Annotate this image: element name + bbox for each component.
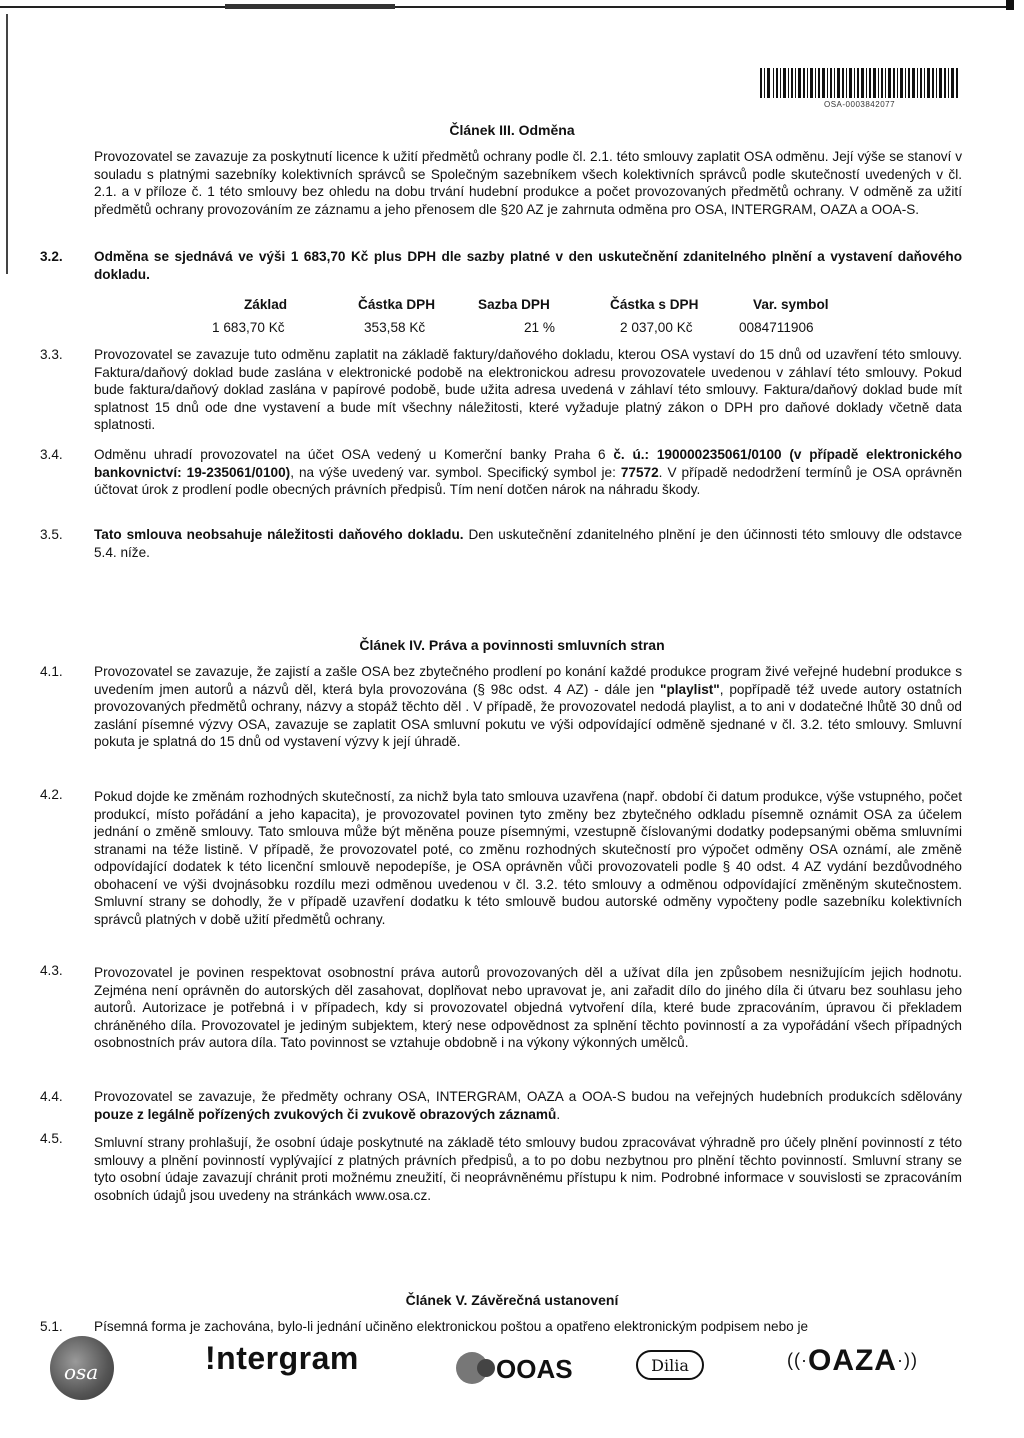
osa-logo-text: osa <box>64 1360 99 1384</box>
vat-header-base: Základ <box>244 297 288 312</box>
paragraph-5-1: Písemná forma je zachována, bylo-li jednání učiněno elektronickou poštou a opatřeno elektronickým podpisem nebo je <box>94 1319 809 1334</box>
paragraph-number-3-5: 3.5. <box>40 527 63 542</box>
paragraph-number-4-5: 4.5. <box>40 1131 63 1146</box>
barcode-number: OSA-0003842077 <box>824 100 896 109</box>
vat-value-var-symbol: 0084711906 <box>739 320 814 335</box>
p34-specific-symbol: 77572 <box>620 464 659 480</box>
paragraph-4-4 <box>94 1088 962 1123</box>
intergram-logo: !ntergram <box>205 1340 359 1376</box>
vat-header-total: Částka s DPH <box>610 297 699 312</box>
vat-header-var-symbol: Var. symbol <box>753 297 829 312</box>
paragraph-number-3-3: 3.3. <box>40 347 63 362</box>
oaza-left-waves: ((· <box>787 1350 808 1370</box>
paragraph-4-1 <box>94 663 962 751</box>
paragraph-number-3-4: 3.4. <box>40 447 63 462</box>
p35-bold-statement: Tato smlouva neobsahuje náležitosti daňového dokladu. <box>94 527 464 542</box>
paragraph-number-4-4: 4.4. <box>40 1089 63 1104</box>
p44-text-c: . <box>556 1106 561 1122</box>
ooas-logo <box>452 1338 573 1398</box>
oaza-right-waves: ·)) <box>896 1350 918 1370</box>
dilia-logo <box>636 1350 704 1380</box>
paragraph-number-4-1: 4.1. <box>40 664 63 679</box>
paragraph-3-2: Odměna se sjednává ve výši 1 683,70 Kč plus DPH dle sazby platné v den uskutečnění zdanitelného plnění a vystavení daňového dokladu. <box>94 249 962 282</box>
p34-text-c: , na výše uvedený var. symbol. Specifický symbol je: <box>290 464 621 480</box>
paragraph-3-1: Provozovatel se zavazuje za poskytnutí licence k užití předmětů ochrany podle čl. 2.1. této smlouvy zaplatit OSA odměnu. Její výše se stanoví v souladu s platnými sazebníky kolektivních správců se Společným sazebníkem všech kolektivních správců podle skutečností uvedených v čl. 2.1. a v příloze č. 1 této smlouvy bez ohledu na dobu trvání hudební produkce a počet provozovaných předmětů ochrany. V odměně za užití předmětů ochrany provozováním ze záznamu a jeho přenosem dle §20 AZ je zahrnuta odměna pro OSA, INTERGRAM, OAZA a OOA-S. <box>94 149 962 217</box>
p35-text: Den uskutečnění zdanitelného plnění je den účinnosti této smlouvy dle odstavce 5.4. níže. <box>94 527 962 560</box>
vat-value-vat-rate: 21 % <box>524 320 555 335</box>
p34-text-e: . V případě nedodržení termínů je OSA oprávněn účtovat úrok z prodlení podle obecných právních předpisů. Tím není dotčen nárok na náhradu škody. <box>94 464 963 497</box>
article-4-heading: Článek IV. Práva a povinnosti smluvních stran <box>359 637 665 653</box>
ooas-logo-text: OOAS <box>496 1354 573 1384</box>
vat-header-vat-amount: Částka DPH <box>358 297 436 312</box>
paragraph-number-4-3: 4.3. <box>40 963 63 978</box>
dilia-logo-text: Dilia <box>651 1356 689 1375</box>
oaza-logo <box>787 1344 918 1378</box>
p41-text-c: , popřípadě též uvede autory ostatních provozovaných předmětů ochrany, názvy a stopáž těchto děl . V případě, že provozovatel nedodá playlist, a to ani v dodatečné lhůtě 30 dnů od zaslání písemné výzvy OSA, zavazuje se zaplatit OSA smluvní pokutu ve výši odpovídající odměně sjednané v čl. 3.2. této smlouvy. Smluvní pokuta je splatná do 15 dnů od vystavení výzvy k její úhradě. <box>94 681 962 749</box>
osa-logo <box>50 1336 114 1400</box>
paragraph-4-2: Pokud dojde ke změnám rozhodných skutečností, za nichž byla tato smlouva uzavřena (např. období či datum produkce, výše vstupného, počet produkcí, místo pořádání a jeho kapacita), je provozovatel povinen tyto změny bez zbytečného odkladu písemně oznámit OSA za účelem jednání o změně smlouvy. Tato smlouva může být měněna pouze písemnými, vzestupně číslovanými dodatky podepsanými oběma smluvními stranami na téže listině. V případě, že provozovatel poté, co změnu rozhodných skutečností pro výpočet odměny OSA oznámí, ale změně odpovídající dodatek k této licenční smlouvě nepodepíše, je OSA oprávněn vůči provozovateli podle § 40 odst. 4 AZ vydání bezdůvodného obohacení ve výši dvojnásobku rozdílu mezi odměnou uvedenou v čl. 3.2. této smlouvy a odměnou odpovídající změněným skutečnostem. Smluvní strany se dohodly, že v případě uzavření dodatku k této smlouvě budou autorské odměny vypočteny podle sazebníku kolektivních správců platných v době užití předmětů ochrany. <box>94 789 962 927</box>
p34-text-a: Odměnu uhradí provozovatel na účet OSA vedený u Komerční banky Praha 6 <box>94 447 614 462</box>
paragraph-number-4-2: 4.2. <box>40 787 63 802</box>
paragraph-3-3: Provozovatel se zavazuje tuto odměnu zaplatit na základě faktury/daňového dokladu, kterou OSA vystaví do 15 dnů od uzavření této smlouvy. Faktura/daňový doklad bude zaslána v elektronické podobě na elektronickou adresu provozovatele uvedenou v záhlaví této smlouvy. Pokud bude faktura/daňový doklad zaslána v papírové podobě, bude užita adresa uvedená v záhlaví této smlouvy. Faktura/daňový doklad bude mít splatnost 15 dnů ode dne vystavení a bude mít všechny náležitosti, které vyžaduje platný zákon o DPH pro daňové doklady včetně data splatnosti. <box>94 347 962 432</box>
paragraph-4-3: Provozovatel je povinen respektovat osobnostní práva autorů provozovaných děl a užívat díla jen způsobem nesnižujícím jejich hodnotu. Zejména není oprávněn do autorských děl zasahovat, doplňovat nebo upravovat je, ani zařadit dílo do jiného díla či útvaru bez souhlasu jeho autorů. Autorizace je potřebná i v případech, kdy si provozovatel objedná vytvoření díla, které bude zpracováním, úpravou či překladem chráněného díla. Provozovatel je jediným subjektem, který nese odpovědnost za splnění těchto povinností a za vypořádání všech případných osobnostních práv autora díla. Tato povinnost se vztahuje obdobně i na výkony výkonných umělců. <box>94 965 962 1050</box>
p41-text-a: Provozovatel se zavazuje, že zajistí a zašle OSA bez zbytečného prodlení po konání každé produkce program živé veřejné hudební produkce s uvedením jmen autorů a názvů děl, která byla provozována (§ 98c odst. 4 AZ) - dále jen <box>94 664 962 697</box>
paragraph-3-5 <box>94 526 962 561</box>
p44-bold-phrase: pouze z legálně pořízených zvukových či zvukově obrazových záznamů <box>94 1106 557 1122</box>
vat-value-base: 1 683,70 Kč <box>212 320 285 335</box>
vat-header-vat-rate: Sazba DPH <box>478 297 550 312</box>
oaza-logo-text: OAZA <box>807 1344 897 1377</box>
paragraph-number-5-1: 5.1. <box>40 1319 63 1334</box>
vat-value-total: 2 037,00 Kč <box>620 320 693 335</box>
p41-playlist: "playlist" <box>660 681 720 697</box>
p44-text-a: Provozovatel se zavazuje, že předměty ochrany OSA, INTERGRAM, OAZA a OOA-S budou na veřejných hudebních produkcích sdělovány <box>94 1089 962 1104</box>
footer-logos <box>0 1336 1024 1420</box>
article-3-heading: Článek III. Odměna <box>449 122 575 138</box>
p34-account-number: č. ú.: 190000235061/0100 (v případě elektronického bankovnictví: 19-235061/0100) <box>94 447 963 480</box>
paragraph-3-4 <box>94 446 962 499</box>
vat-value-vat-amount: 353,58 Kč <box>364 320 426 335</box>
paragraph-4-5: Smluvní strany prohlašují, že osobní údaje poskytnuté na základě této smlouvy budou zpracovávat výhradně pro účely plnění povinností z této smlouvy a plnění povinností vyplývající z platných právních předpisů, a to po dobu nezbytnou pro plnění těchto povinností. Smluvní strany se tyto osobní údaje zavazují chránit proti možnému zneužití, či neoprávněnému přístupu k nim. Podrobné informace v souvislosti se zpracováním osobních údajů jsou uvedeny na stránkách www.osa.cz. <box>94 1135 962 1203</box>
paragraph-number-3-2: 3.2. <box>40 249 63 264</box>
article-5-heading: Článek V. Závěrečná ustanovení <box>405 1292 619 1308</box>
